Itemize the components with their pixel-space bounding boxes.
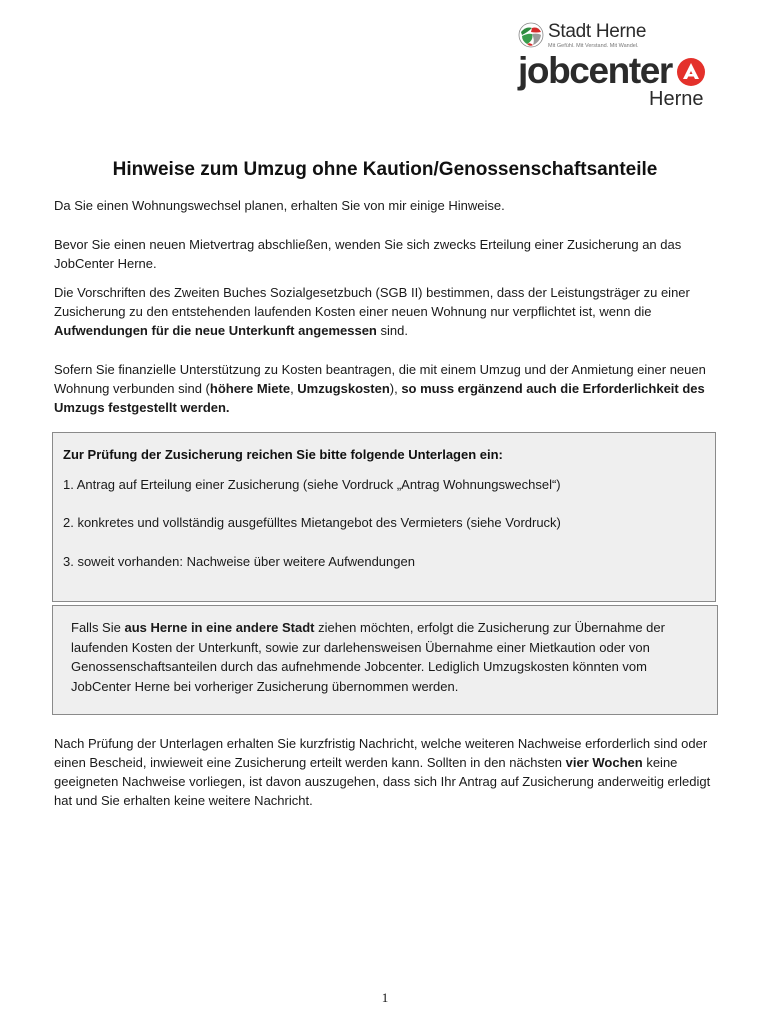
- support-bold-rent: höhere Miete: [209, 381, 291, 396]
- support-paragraph: [54, 360, 724, 417]
- document-title: Hinweise zum Umzug ohne Kaution/Genossenschaftsanteile: [112, 159, 658, 180]
- jobcenter-logo: [518, 51, 706, 91]
- documents-item-2: 2. konkretes und vollständig ausgefülltes Mietangebot des Vermieters (siehe Vordruck): [63, 515, 561, 530]
- closing-text-a: Nach Prüfung der Unterlagen erhalten Sie kurzfristig Nachricht, welche weiteren Nachweise erforderlich sind oder einen Bescheid, inwieweit eine Zusicherung erteilt werden kann. Sollten in den nächsten: [54, 736, 708, 770]
- relocation-bold: aus Herne in eine andere Stadt: [124, 620, 315, 635]
- legal-bold: Aufwendungen für die neue Unterkunft angemessen: [54, 323, 377, 338]
- legal-text-b: sind.: [376, 323, 408, 338]
- relocation-box: [52, 605, 718, 715]
- closing-bold: vier Wochen: [565, 755, 643, 770]
- intro-paragraph: Da Sie einen Wohnungswechsel planen, erhalten Sie von mir einige Hinweise.: [54, 198, 505, 213]
- documents-item-1: 1. Antrag auf Erteilung einer Zusicherung (siehe Vordruck „Antrag Wohnungswechsel“): [63, 477, 561, 492]
- support-text-a: Sofern Sie finanzielle Unterstützung zu Kosten beantragen, die mit einem Umzug und der Anmietung einer neuen Wohnung verbunden sind (: [54, 362, 706, 396]
- support-bold-moving: Umzugskosten: [297, 381, 390, 396]
- jobcenter-wordmark: jobcenter: [518, 50, 672, 91]
- city-name: Stadt Herne: [548, 21, 647, 42]
- header-logos: [518, 20, 748, 110]
- stadt-herne-emblem-icon: [518, 22, 544, 48]
- support-sep: ,: [290, 381, 298, 396]
- legal-text-a: Die Vorschriften des Zweiten Buches Sozialgesetzbuch (SGB II) bestimmen, dass der Leistungsträger zu einer Zusicherung zu den entstehenden laufenden Kosten einer neuen Wohnung nur verpflichtet ist, wenn die: [54, 285, 690, 319]
- stadt-herne-logo: [518, 22, 646, 50]
- closing-text-b: keine geeigneten Nachweise vorliegen, ist davon auszugehen, dass sich Ihr Antrag auf Zusicherung anderweitig erledigt hat und Sie erhalten keine weitere Nachricht.: [54, 755, 711, 808]
- contact-paragraph: Bevor Sie einen neuen Mietvertrag abschließen, wenden Sie sich zwecks Erteilung einer Zusicherung an das JobCenter Herne.: [54, 237, 682, 271]
- documents-item-3: 3. soweit vorhanden: Nachweise über weitere Aufwendungen: [63, 554, 415, 569]
- closing-paragraph: [54, 734, 724, 810]
- relocation-text-b: ziehen möchten, erfolgt die Zusicherung zur Übernahme der laufenden Kosten der Unterkunft, sowie zur darlehensweisen Übernahme einer Mietkaution oder von Genossenschaftsanteilen durch das aufnehmende Jobcenter. Lediglich Umzugskosten könnten vom JobCenter Herne bei vorheriger Zusicherung übernommen werden.: [71, 620, 665, 694]
- agency-city: Herne: [649, 88, 704, 110]
- bundesagentur-logo-icon: [676, 57, 706, 87]
- page-number: 1: [381, 990, 389, 1005]
- relocation-text-a: Falls Sie: [71, 620, 125, 635]
- support-text-b: ),: [389, 381, 402, 396]
- relocation-text: [71, 618, 701, 696]
- city-tagline: Mit Gefühl. Mit Verstand. Mit Wandel.: [548, 43, 639, 49]
- legal-paragraph: [54, 283, 724, 340]
- support-bold-necessity: so muss ergänzend auch die Erforderlichkeit des Umzugs festgestellt werden.: [54, 381, 705, 415]
- documents-box: [52, 432, 716, 602]
- documents-heading: Zur Prüfung der Zusicherung reichen Sie bitte folgende Unterlagen ein:: [63, 447, 503, 462]
